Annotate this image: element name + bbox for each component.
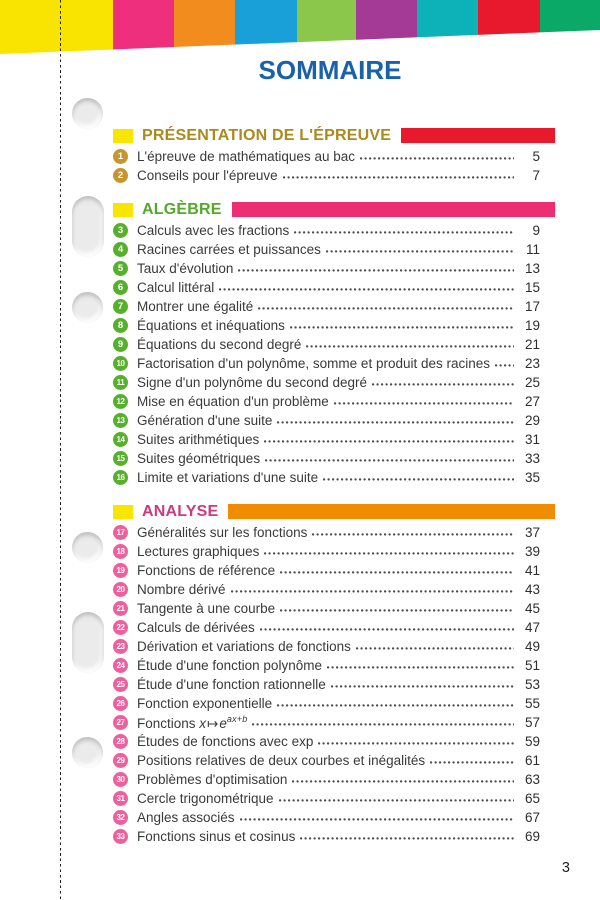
punch-hole-circle bbox=[72, 292, 103, 323]
entry-label: Limite et variations d'une suite bbox=[137, 470, 319, 485]
entry-number-badge: 14 bbox=[113, 432, 128, 447]
entry-label: L'épreuve de mathématiques au bac bbox=[137, 149, 355, 164]
band-stripe-purple bbox=[356, 0, 417, 54]
dotted-leader bbox=[323, 478, 514, 481]
entry-label: Dérivation et variations de fonctions bbox=[137, 639, 351, 654]
entry-page-number: 55 bbox=[524, 696, 540, 711]
entry-number-badge: 18 bbox=[113, 544, 128, 559]
entry-number-badge: 20 bbox=[113, 582, 128, 597]
toc-entry bbox=[113, 354, 540, 373]
dotted-leader bbox=[265, 459, 514, 462]
toc-entry bbox=[113, 542, 540, 561]
entry-number-badge: 6 bbox=[113, 280, 128, 295]
band-stripe-yellow bbox=[0, 0, 113, 54]
toc-entry bbox=[113, 751, 540, 770]
entry-page-number: 45 bbox=[524, 601, 540, 616]
entry-number-badge: 5 bbox=[113, 261, 128, 276]
section-title: PRÉSENTATION DE L'ÉPREUVE bbox=[142, 127, 392, 144]
entry-number-badge: 16 bbox=[113, 470, 128, 485]
entry-label: Racines carrées et puissances bbox=[137, 242, 321, 257]
dotted-leader bbox=[290, 326, 514, 329]
toc-entry bbox=[113, 732, 540, 751]
folio-page-number: 3 bbox=[561, 860, 570, 876]
band-stripe-orange bbox=[174, 0, 235, 54]
toc-entry bbox=[113, 523, 540, 542]
dotted-leader bbox=[264, 440, 514, 443]
entry-label: Fonctions sinus et cosinus bbox=[137, 829, 296, 844]
toc-entry bbox=[113, 468, 540, 487]
dotted-leader bbox=[280, 609, 514, 612]
entry-number-badge: 8 bbox=[113, 318, 128, 333]
entry-label: Suites arithmétiques bbox=[137, 432, 260, 447]
entry-label: Calcul littéral bbox=[137, 280, 215, 295]
section-rows bbox=[113, 147, 555, 185]
entry-page-number: 39 bbox=[524, 544, 540, 559]
dotted-leader bbox=[334, 402, 514, 405]
entry-page-number: 41 bbox=[524, 563, 540, 578]
entry-page-number: 29 bbox=[524, 413, 540, 428]
entry-page-number: 23 bbox=[524, 356, 540, 371]
entry-number-badge: 31 bbox=[113, 791, 128, 806]
entry-number-badge: 12 bbox=[113, 394, 128, 409]
entry-page-number: 11 bbox=[525, 242, 540, 257]
section-bullet-square bbox=[113, 203, 133, 217]
entry-number-badge: 27 bbox=[113, 715, 128, 730]
entry-page-number: 35 bbox=[524, 470, 540, 485]
toc-entry bbox=[113, 599, 540, 618]
toc-entry bbox=[113, 297, 540, 316]
entry-label: Factorisation d'un polynôme, somme et produit des racines bbox=[137, 356, 491, 371]
toc-entry bbox=[113, 335, 540, 354]
toc-entry bbox=[113, 373, 540, 392]
entry-label: Étude d'une fonction polynôme bbox=[137, 658, 322, 673]
toc-entry bbox=[113, 561, 540, 580]
toc-entry bbox=[113, 259, 540, 278]
toc-entry bbox=[113, 656, 540, 675]
dotted-leader bbox=[318, 742, 514, 745]
dotted-leader bbox=[327, 666, 514, 669]
dotted-leader bbox=[356, 647, 514, 650]
punch-hole-circle bbox=[72, 98, 103, 129]
toc-entry bbox=[113, 166, 540, 185]
page-title: SOMMAIRE bbox=[258, 55, 402, 85]
entry-label: Généralités sur les fonctions bbox=[137, 525, 308, 540]
toc-entry bbox=[113, 618, 540, 637]
band-stripe-emerald bbox=[540, 0, 600, 54]
dotted-leader bbox=[260, 628, 514, 631]
entry-label: Nombre dérivé bbox=[137, 582, 226, 597]
entry-page-number: 53 bbox=[524, 677, 540, 692]
perforation-dashed-line bbox=[60, 0, 61, 900]
entry-number-badge: 15 bbox=[113, 451, 128, 466]
entry-label: Équations et inéquations bbox=[137, 318, 285, 333]
toc-entry bbox=[113, 675, 540, 694]
entry-label: Calculs avec les fractions bbox=[137, 223, 290, 238]
entry-page-number: 65 bbox=[524, 791, 540, 806]
entry-label: Angles associés bbox=[137, 810, 235, 825]
entry-number-badge: 32 bbox=[113, 810, 128, 825]
entry-label: Fonctions de référence bbox=[137, 563, 276, 578]
dotted-leader bbox=[331, 685, 514, 688]
entry-page-number: 15 bbox=[524, 280, 540, 295]
dotted-leader bbox=[283, 176, 514, 179]
toc-entry bbox=[113, 637, 540, 656]
section-rows bbox=[113, 221, 555, 487]
entry-label: Équations du second degré bbox=[137, 337, 302, 352]
entry-number-badge: 10 bbox=[113, 356, 128, 371]
entry-number-badge: 26 bbox=[113, 696, 128, 711]
band-stripe-red bbox=[478, 0, 540, 54]
toc-entry bbox=[113, 694, 540, 713]
entry-label: Calculs de dérivées bbox=[137, 620, 255, 635]
toc-section bbox=[113, 504, 555, 846]
section-title: ALGÈBRE bbox=[142, 201, 222, 218]
toc-entry bbox=[113, 221, 540, 240]
section-color-bar bbox=[232, 202, 555, 217]
toc-section bbox=[113, 128, 555, 185]
punch-hole-capsule bbox=[72, 612, 104, 673]
entry-page-number: 51 bbox=[524, 658, 540, 673]
entry-label: Fonction exponentielle bbox=[137, 696, 273, 711]
entry-number-badge: 11 bbox=[113, 375, 128, 390]
entry-label: Taux d'évolution bbox=[137, 261, 234, 276]
dotted-leader bbox=[294, 231, 514, 234]
toc-entry bbox=[113, 770, 540, 789]
dotted-leader bbox=[280, 571, 514, 574]
entry-page-number: 37 bbox=[524, 525, 540, 540]
toc-entry bbox=[113, 411, 540, 430]
entry-number-badge: 9 bbox=[113, 337, 128, 352]
entry-page-number: 57 bbox=[524, 715, 540, 730]
entry-page-number: 25 bbox=[524, 375, 540, 390]
dotted-leader bbox=[300, 837, 514, 840]
toc-entry bbox=[113, 430, 540, 449]
entry-number-badge: 21 bbox=[113, 601, 128, 616]
entry-label: Montrer une égalité bbox=[137, 299, 254, 314]
dotted-leader bbox=[264, 552, 514, 555]
entry-page-number: 67 bbox=[524, 810, 540, 825]
entry-page-number: 63 bbox=[524, 772, 540, 787]
dotted-leader bbox=[372, 383, 514, 386]
dotted-leader bbox=[306, 345, 514, 348]
entry-number-badge: 28 bbox=[113, 734, 128, 749]
toc-entry bbox=[113, 316, 540, 335]
section-header bbox=[113, 202, 555, 217]
entry-page-number: 17 bbox=[524, 299, 540, 314]
entry-page-number: 5 bbox=[532, 149, 540, 164]
entry-label: Signe d'un polynôme du second degré bbox=[137, 375, 367, 390]
entry-number-badge: 17 bbox=[113, 525, 128, 540]
entry-number-badge: 19 bbox=[113, 563, 128, 578]
entry-number-badge: 23 bbox=[113, 639, 128, 654]
entry-page-number: 33 bbox=[524, 451, 540, 466]
dotted-leader bbox=[258, 307, 514, 310]
punch-hole-capsule bbox=[72, 196, 104, 257]
dotted-leader bbox=[240, 818, 514, 821]
entry-number-badge: 22 bbox=[113, 620, 128, 635]
entry-page-number: 9 bbox=[532, 223, 540, 238]
section-color-bar bbox=[228, 504, 555, 519]
toc-entry bbox=[113, 713, 540, 732]
entry-number-badge: 1 bbox=[113, 149, 128, 164]
toc-entry bbox=[113, 789, 540, 808]
entry-number-badge: 4 bbox=[113, 242, 128, 257]
entry-number-badge: 13 bbox=[113, 413, 128, 428]
section-rows bbox=[113, 523, 555, 846]
entry-label: Positions relatives de deux courbes et inégalités bbox=[137, 753, 426, 768]
band-stripe-teal bbox=[417, 0, 478, 54]
entry-page-number: 21 bbox=[524, 337, 540, 352]
entry-number-badge: 33 bbox=[113, 829, 128, 844]
section-color-bar bbox=[401, 128, 555, 143]
toc-entry bbox=[113, 808, 540, 827]
entry-number-badge: 2 bbox=[113, 168, 128, 183]
band-stripe-blue bbox=[235, 0, 297, 54]
entry-label: Cercle trigonométrique bbox=[137, 791, 274, 806]
entry-number-badge: 3 bbox=[113, 223, 128, 238]
punch-hole-circle bbox=[72, 737, 103, 768]
section-bullet-square bbox=[113, 129, 133, 143]
entry-number-badge: 24 bbox=[113, 658, 128, 673]
toc-entry bbox=[113, 147, 540, 166]
entry-label: Génération d'une suite bbox=[137, 413, 273, 428]
toc-entry bbox=[113, 392, 540, 411]
entry-label: Lectures graphiques bbox=[137, 544, 260, 559]
entry-label: Suites géométriques bbox=[137, 451, 261, 466]
dotted-leader bbox=[252, 723, 514, 726]
toc-section bbox=[113, 202, 555, 487]
entry-page-number: 61 bbox=[524, 753, 540, 768]
section-title: ANALYSE bbox=[142, 503, 219, 520]
section-header bbox=[113, 128, 555, 143]
entry-label: Tangente à une courbe bbox=[137, 601, 276, 616]
dotted-leader bbox=[277, 421, 514, 424]
toc-entry bbox=[113, 449, 540, 468]
entry-page-number: 59 bbox=[524, 734, 540, 749]
entry-page-number: 69 bbox=[524, 829, 540, 844]
entry-label: Conseils pour l'épreuve bbox=[137, 168, 278, 183]
toc-entry bbox=[113, 827, 540, 846]
entry-number-badge: 30 bbox=[113, 772, 128, 787]
dotted-leader bbox=[360, 157, 514, 160]
dotted-leader bbox=[238, 269, 514, 272]
entry-label: Mise en équation d'un problème bbox=[137, 394, 329, 409]
entry-number-badge: 29 bbox=[113, 753, 128, 768]
dotted-leader bbox=[430, 761, 514, 764]
toc-entry bbox=[113, 580, 540, 599]
entry-label: Fonctions $x↦e^{ax+b}$ bbox=[137, 713, 248, 731]
dotted-leader bbox=[495, 364, 514, 367]
entry-page-number: 43 bbox=[524, 582, 540, 597]
section-header bbox=[113, 504, 555, 519]
dotted-leader bbox=[231, 590, 514, 593]
entry-page-number: 13 bbox=[524, 261, 540, 276]
top-color-band bbox=[0, 0, 600, 54]
entry-page-number: 49 bbox=[524, 639, 540, 654]
entry-page-number: 47 bbox=[524, 620, 540, 635]
toc bbox=[113, 128, 555, 863]
entry-number-badge: 25 bbox=[113, 677, 128, 692]
dotted-leader bbox=[219, 288, 514, 291]
toc-entry bbox=[113, 240, 540, 259]
dotted-leader bbox=[326, 250, 514, 253]
toc-entry bbox=[113, 278, 540, 297]
band-stripe-green bbox=[297, 0, 356, 54]
entry-page-number: 31 bbox=[524, 432, 540, 447]
entry-page-number: 27 bbox=[524, 394, 540, 409]
dotted-leader bbox=[292, 780, 514, 783]
entry-page-number: 19 bbox=[524, 318, 540, 333]
dotted-leader bbox=[277, 704, 514, 707]
entry-label: Étude d'une fonction rationnelle bbox=[137, 677, 326, 692]
band-stripe-pink bbox=[113, 0, 174, 54]
entry-page-number: 7 bbox=[532, 168, 540, 183]
dotted-leader bbox=[312, 533, 514, 536]
entry-label: Problèmes d'optimisation bbox=[137, 772, 288, 787]
entry-number-badge: 7 bbox=[113, 299, 128, 314]
dotted-leader bbox=[279, 799, 514, 802]
punch-hole-circle bbox=[72, 532, 103, 563]
entry-label: Études de fonctions avec exp bbox=[137, 734, 314, 749]
section-bullet-square bbox=[113, 505, 133, 519]
